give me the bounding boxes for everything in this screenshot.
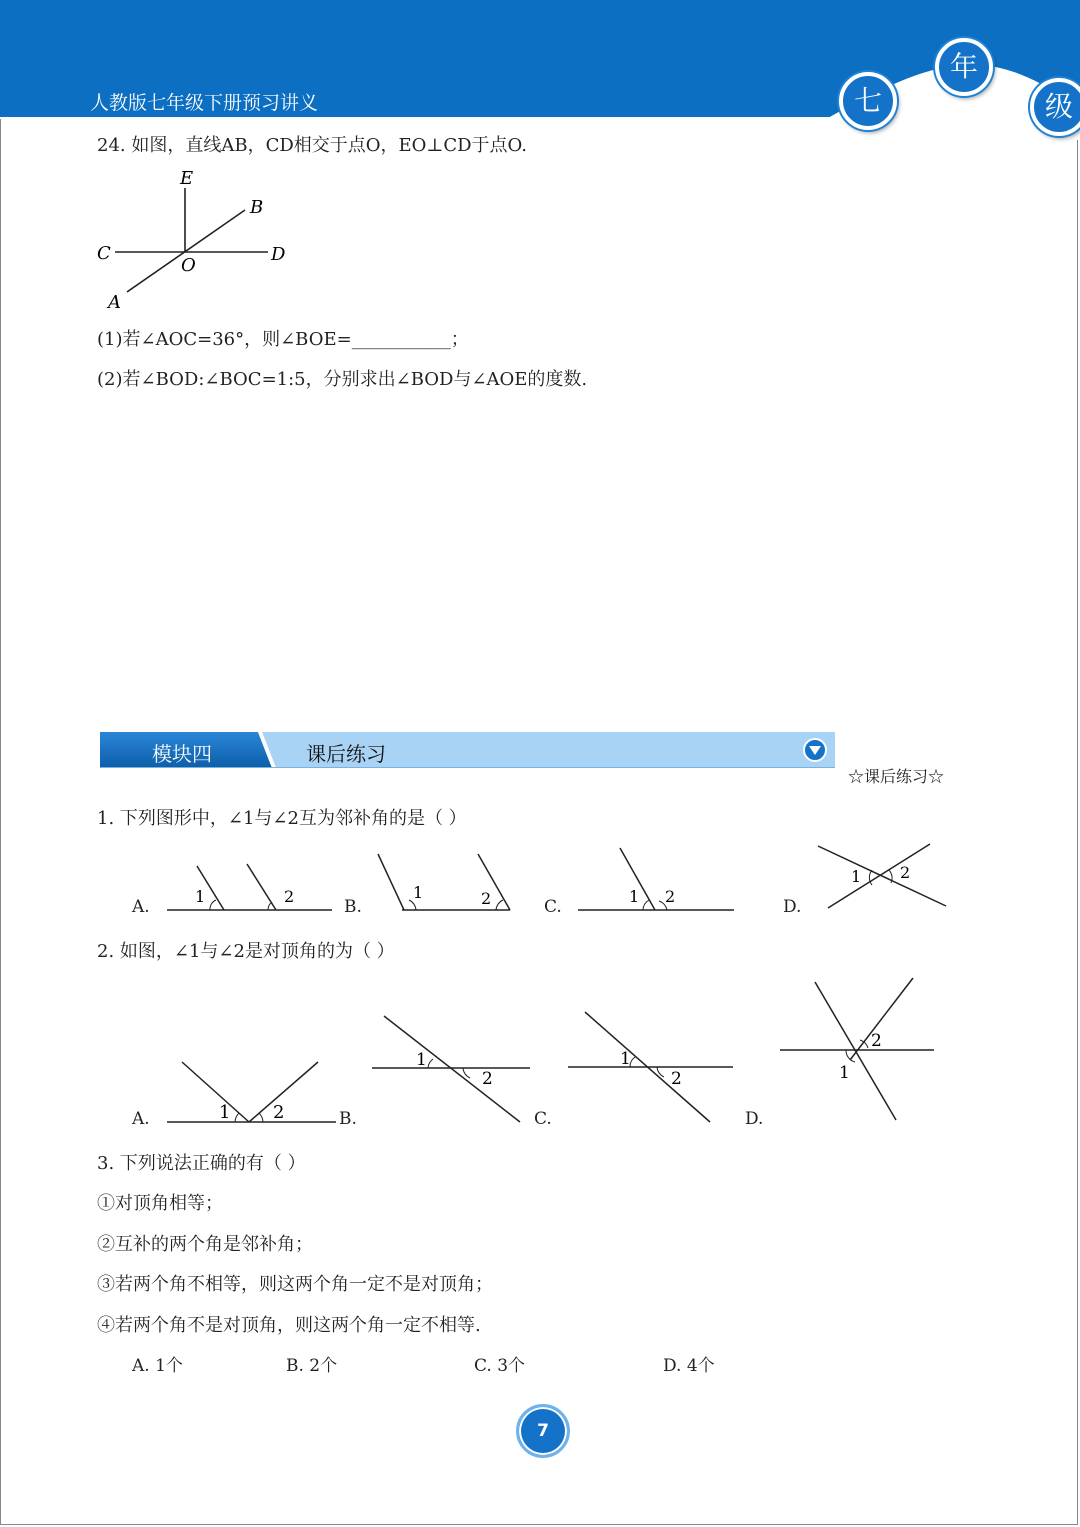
label-B: B (250, 197, 264, 218)
page-number: 7 (516, 1404, 570, 1458)
svg-text:2: 2 (482, 1069, 493, 1089)
header-title: 人教版七年级下册预习讲义 (90, 92, 319, 114)
module-number: 模块四 (152, 742, 212, 766)
q2-option-b: B. (339, 1109, 357, 1129)
q3-statement-3: ③若两个角不相等，则这两个角一定不是对顶角； (97, 1274, 493, 1295)
q1-figures (0, 830, 1080, 930)
q2-option-a: A. (132, 1109, 150, 1129)
q3-statement-2: ②互补的两个角是邻补角； (97, 1234, 313, 1255)
q3-option-a: A. 1个 (132, 1356, 183, 1376)
svg-text:1: 1 (620, 1049, 631, 1069)
q2-option-d: D. (745, 1109, 764, 1129)
svg-text:2: 2 (284, 887, 295, 906)
label-D: D (271, 244, 286, 265)
problem-24-stem: 24. 如图，直线AB，CD相交于点O，EO⊥CD于点O. (97, 135, 527, 156)
svg-text:1: 1 (413, 883, 424, 902)
q3-option-b: B. 2个 (286, 1356, 338, 1376)
label-E: E (180, 168, 194, 189)
svg-text:1: 1 (851, 867, 862, 886)
q3-statement-1: ①对顶角相等； (97, 1193, 223, 1214)
svg-text:2: 2 (871, 1031, 882, 1051)
q3-statement-4: ④若两个角不是对顶角，则这两个角一定不相等. (97, 1315, 481, 1336)
q1-option-c: C. (544, 897, 562, 917)
q2-stem: 2. 如图，∠1与∠2是对顶角的为（ ） (97, 941, 395, 962)
module-title: 课后练习 (306, 742, 386, 766)
q1-option-a: A. (132, 897, 150, 917)
q1-option-b: B. (344, 897, 362, 917)
module-tag: ☆课后练习☆ (848, 767, 945, 786)
q3-stem: 3. 下列说法正确的有（ ） (97, 1153, 306, 1174)
grade-circle-nian: 年 (935, 38, 993, 96)
q3-option-c: C. 3个 (474, 1356, 526, 1376)
grade-circle-ji: 级 (1030, 78, 1080, 136)
q2-figures (0, 970, 1080, 1130)
q1-stem: 1. 下列图形中，∠1与∠2互为邻补角的是（ ） (97, 808, 467, 829)
svg-text:2: 2 (481, 889, 492, 908)
q1-option-d: D. (783, 897, 802, 917)
problem-24-part1: (1)若∠AOC=36°，则∠BOE=___________； (97, 329, 469, 350)
grade-circle-qi: 七 (839, 72, 897, 130)
svg-text:1: 1 (416, 1050, 427, 1070)
q3-option-d: D. 4个 (663, 1356, 715, 1376)
label-O: O (181, 255, 196, 276)
svg-text:1: 1 (629, 887, 640, 906)
svg-text:1: 1 (839, 1063, 850, 1083)
svg-text:2: 2 (671, 1069, 682, 1089)
problem-24-figure (90, 160, 310, 320)
svg-text:2: 2 (900, 863, 911, 882)
problem-24-part2: (2)若∠BOD:∠BOC=1:5，分别求出∠BOD与∠AOE的度数. (97, 369, 588, 390)
header-wave (0, 0, 1080, 140)
svg-text:1: 1 (219, 1102, 231, 1123)
q2-option-c: C. (534, 1109, 552, 1129)
label-C: C (97, 243, 111, 264)
svg-text:2: 2 (665, 887, 676, 906)
svg-text:1: 1 (195, 887, 206, 906)
svg-text:2: 2 (273, 1102, 285, 1123)
label-A: A (108, 292, 121, 313)
